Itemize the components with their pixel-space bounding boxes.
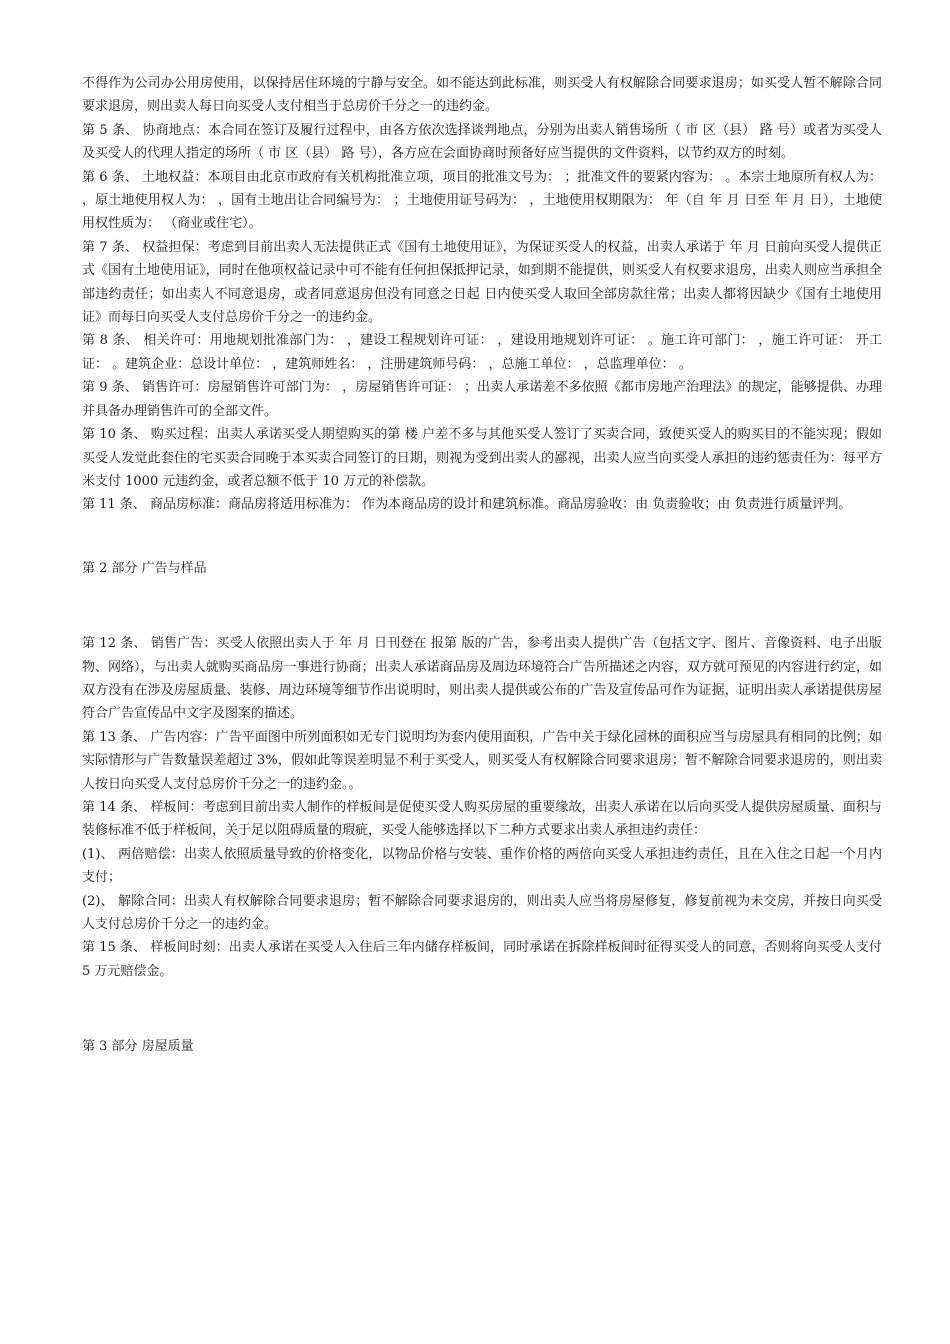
clause-15: 第 15 条、 样板间时刻：出卖人承诺在买受人入住后三年内储存样板间，同时承诺在拆除样板间时征得买受人的同意，否则将向买受人支付 5 万元赔偿金。 (82, 940, 882, 979)
clause-14: 第 14 条、 样板间：考虑到目前出卖人制作的样板间是促使买受人购买房屋的重要缘故，出卖人承诺在以后向买受人提供房屋质量、面积与装修标准不低于样板间，关于足以阻碍质量的瑕疵，买受人能够选择以下二种方式要求出卖人承担违约责任： (82, 799, 882, 839)
clause-11: 第 11 条、 商品房标准：商品房将适用标准为： 作为本商品房的设计和建筑标准。商品房验收：由 负责验收；由 负责进行质量评判。 (82, 497, 852, 513)
clause-12: 第 12 条、 销售广告：买受人依照出卖人于 年 月 日刊登在 报第 版的广告，参考出卖人提供广告（包括文字、图片、音像资料、电子出版物、网络），与出卖人就购买商品房一事进行协商；出卖人承诺商品房及周边环境符合广告所描述之内容，双方就可预见的内容进行约定，如双方没有在涉及房屋质量、装修、周边环境等细节作出说明时，则出卖人提供或公布的广告及宣传品可作为证据，证明出卖人承诺提供房屋符合广告宣传品中文字及图案的描述。 (82, 636, 882, 722)
paragraph-continuation: 不得作为公司办公用房使用，以保持居住环境的宁静与安全。如不能达到此标准，则买受人有权解除合同要求退房；如买受人暂不解除合同要求退房，则出卖人每日向买受人支付相当于总房价千分之一的违约金。 (82, 76, 882, 115)
section-2 (82, 632, 882, 983)
part-3-heading: 第 3 部分 房屋质量 (82, 1039, 194, 1055)
clause-14-option-2: (2)、 解除合同：出卖人有权解除合同要求退房；暂不解除合同要求退房的，则出卖人应当将房屋修复，修复前视为未交房，并按日向买受人支付总房价千分之一的违约金。 (82, 893, 882, 932)
clause-9: 第 9 条、 销售许可：房屋销售许可部门为： ，房屋销售许可证： ；出卖人承诺差不多依照《都市房地产治理法》的规定，能够提供、办理并具备办理销售许可的全部文件。 (82, 380, 882, 419)
part-2-heading: 第 2 部分 广告与样品 (82, 560, 207, 576)
clause-14-option-1: (1)、 两倍赔偿：出卖人依照质量导致的价格变化，以物品价格与安装、重作价格的两倍向买受人承担违约责任，且在入住之日起一个月内支付； (82, 846, 882, 886)
section-1 (82, 72, 882, 517)
clause-13: 第 13 条、 广告内容：广告平面图中所列面积如无专门说明均为套内使用面积，广告中关于绿化园林的面积应当与房屋具有相同的比例；如实际情形与广告数量误差超过 3%，假如此等误差明显不利于买受人，则买受人有权解除合同要求退房；暂不解除合同要求退房的，则出卖人按日向买受人支付总房价千分之一的违约金。。 (82, 729, 882, 792)
clause-10: 第 10 条、 购买过程：出卖人承诺买受人期望购买的第 楼 户差不多与其他买受人签订了买卖合同，致使买受人的购买目的不能实现；假如买受人发觉此套住的宅买卖合同晚于本买卖合同签订的日期，则视为受到出卖人的鄙视，出卖人应当向买受人承担的违约惩责任为：每平方米支付 1000 元违约金，或者总额不低于 10 万元的补偿款。 (82, 427, 882, 489)
document-page (82, 72, 882, 1059)
clause-5: 第 5 条、 协商地点：本合同在签订及履行过程中，由各方依次选择谈判地点，分别为出卖人销售场所（ 市 区（县） 路 号）或者为买受人及买受人的代理人指定的场所（ 市 区（县） 路 号），各方应在会面协商时预备好应当提供的文件资料，以节约双方的时刻。 (82, 122, 882, 162)
clause-8: 第 8 条、 相关许可：用地规划批准部门为： ，建设工程规划许可证： ，建设用地规划许可证： 。施工许可部门： ，施工许可证： 开工证： 。建筑企业：总设计单位： ，建筑师姓名： ，注册建筑师号码： ，总施工单位： ，总监理单位： 。 (82, 333, 882, 372)
clause-6: 第 6 条、 土地权益：本项目由北京市政府有关机构批准立项，项目的批准文号为： ；批准文件的要紧内容为： 。本宗土地原所有权人为： ，原土地使用权人为： ，国有土地出让合同编号为： ；土地使用证号码为： ，土地使用权期限为： 年（自 年 月 日至 年 月 日），土地使用权性质为： （商业或住宅）。 (82, 169, 882, 232)
clause-7: 第 7 条、 权益担保：考虑到目前出卖人无法提供正式《国有土地使用证》，为保证买受人的权益，出卖人承诺于 年 月 日前向买受人提供正式《国有土地使用证》，同时在他项权益记录中可不能有任何担保抵押记录，如到期不能提供，则买受人有权要求退房，出卖人则应当承担全部违约责任；如出卖人不同意退房，或者同意退房但没有同意之日起 日内使买受人取回全部房款往常；出卖人都将因缺少《国有土地使用证》而每日向买受人支付总房价千分之一的违约金。 (82, 239, 882, 326)
